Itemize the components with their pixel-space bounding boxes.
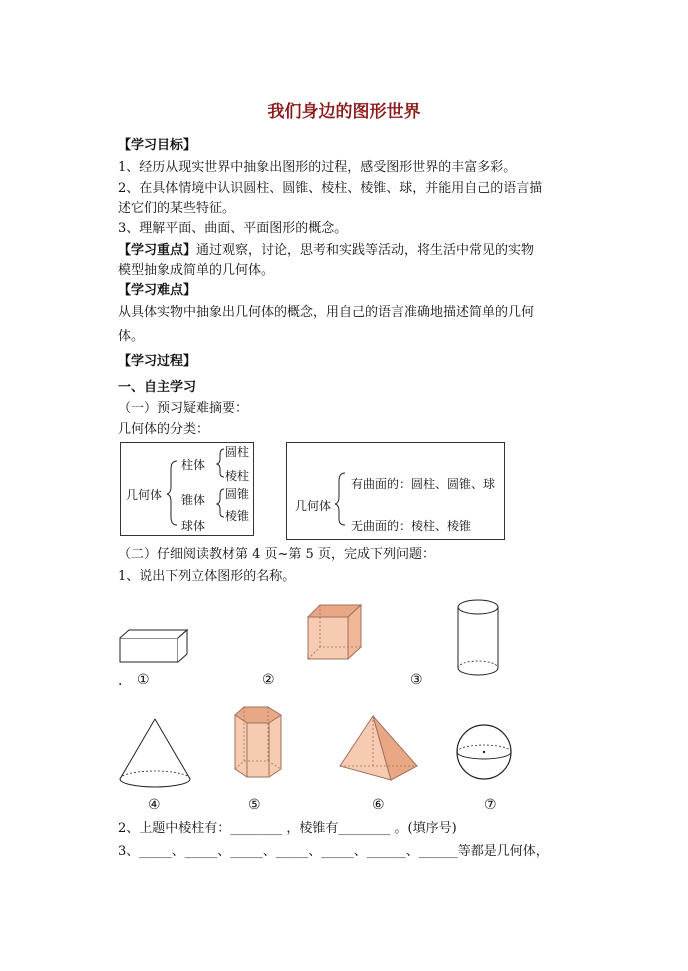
box1-prism-group: 柱体	[181, 458, 206, 472]
page-title: 我们身边的图形世界	[267, 102, 421, 122]
difficulties-cont: 体。	[118, 329, 145, 344]
question-3: 3、_____、_____、_____、_____、_____、______、______等都是几何体，	[118, 844, 549, 859]
box1-pyramid: 棱锥	[225, 509, 250, 523]
cylinder-figure	[454, 598, 504, 678]
pyramid-figure	[337, 714, 421, 784]
figure-label-6: ⑥	[372, 797, 385, 813]
question-1: 1、说出下列立体图形的名称。	[118, 569, 296, 584]
figure-label-5: ⑤	[248, 797, 261, 813]
difficulties-text: 从具体实物中抽象出几何体的概念，用自己的语言准确地描述简单的几何	[118, 305, 535, 320]
figure-label-7: ⑦	[484, 797, 497, 813]
section-self-study: 一、自主学习	[118, 380, 197, 395]
figure-label-4: ④	[148, 797, 161, 813]
box1-cylinder: 圆柱	[225, 445, 250, 459]
box1-root: 几何体	[126, 488, 163, 502]
objective-2: 2、在具体情境中认识圆柱、圆锥、棱柱、棱锥、球，并能用自己的语言描	[118, 181, 543, 196]
box1-cone: 圆锥	[225, 487, 250, 501]
box2-root: 几何体	[295, 499, 332, 513]
figure-label-3: ③	[410, 672, 423, 688]
objective-2-cont: 述它们的某些特征。	[118, 201, 236, 216]
box2-curved: 有曲面的：圆柱、圆锥、球	[351, 477, 496, 491]
question-2: 2、上题中棱柱有：________ ，棱锥有________ 。(填序号)	[118, 821, 457, 836]
classification-box-2	[286, 442, 505, 540]
objective-1: 1、经历从现实世界中抽象出图形的过程，感受图形世界的丰富多彩。	[118, 160, 517, 175]
box1-prism: 棱柱	[225, 469, 250, 483]
key-points-cont: 模型抽象成简单的几何体。	[118, 263, 275, 278]
key-points-text: 通过观察，讨论，思考和实践等活动，将生活中常见的实物	[196, 243, 535, 258]
classification-label: 几何体的分类：	[118, 422, 210, 437]
heading-process: 【学习过程】	[118, 354, 197, 369]
preview-notes: （一）预习疑难摘要：	[118, 401, 249, 416]
classification-box-1	[120, 442, 254, 536]
cone-figure	[118, 717, 198, 787]
figure-label-2: ②	[262, 672, 275, 688]
heading-objectives: 【学习目标】	[118, 138, 197, 153]
cuboid-figure	[120, 630, 190, 665]
sphere-figure	[455, 722, 515, 782]
box1-sphere: 球体	[181, 519, 206, 533]
cube-figure	[305, 603, 365, 663]
objective-3: 3、理解平面、曲面、平面图形的概念。	[118, 221, 348, 236]
figure-label-1: ①	[137, 672, 150, 688]
box2-flat: 无曲面的：棱柱、棱锥	[351, 519, 472, 533]
heading-key-points: 【学习重点】	[118, 243, 197, 258]
reading-instruction: （二）仔细阅读教材第 4 页~第 5 页，完成下列问题：	[118, 547, 435, 562]
hexagonal-prism-figure	[228, 703, 286, 783]
stray-mark: .	[118, 673, 123, 689]
box1-cone-group: 锥体	[181, 493, 206, 507]
heading-difficulties: 【学习难点】	[118, 283, 197, 298]
key-points	[118, 241, 534, 261]
